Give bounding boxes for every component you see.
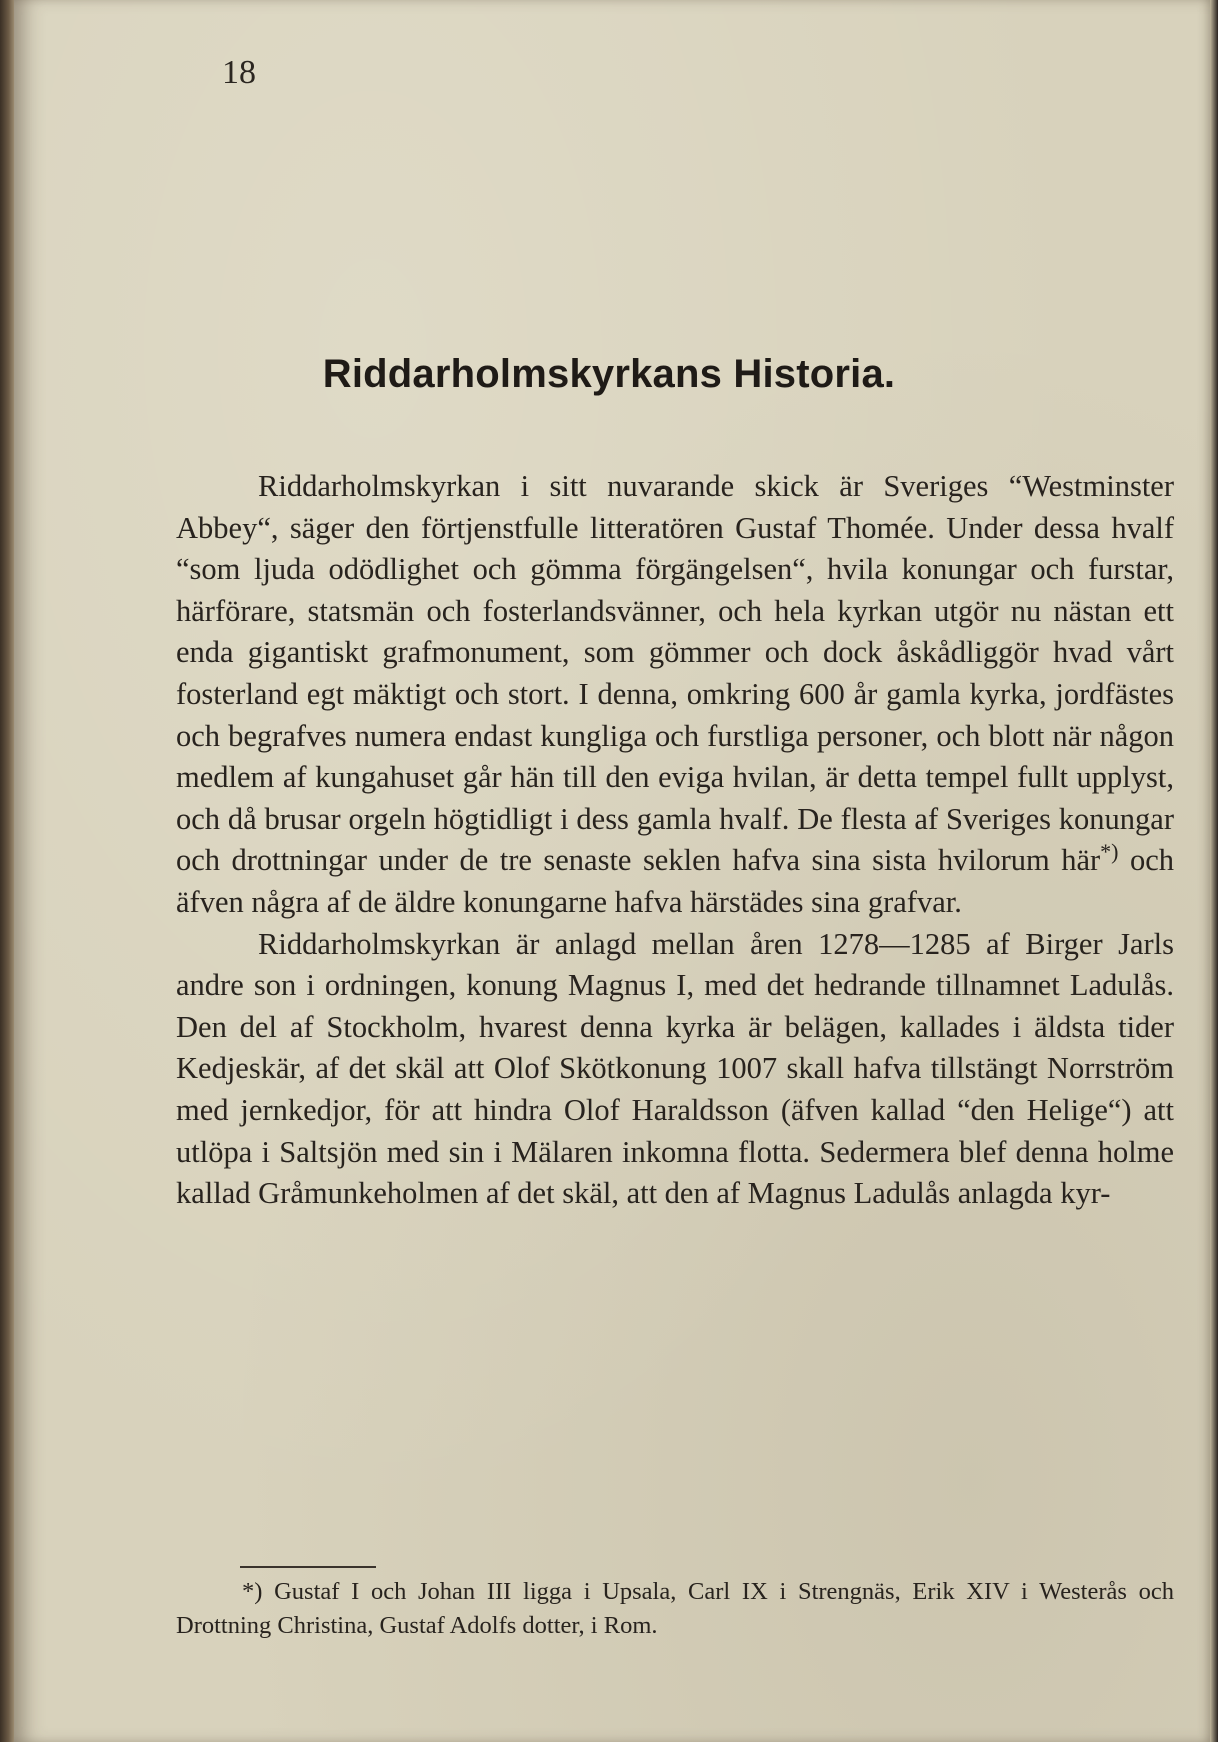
paragraph-2: Riddarholmskyrkan är anlagd mellan åren 1278—1285 af Birger Jarls andre son i ordningen, konung Magnus I, med det hedrande tillnamnet Ladulås. Den del af Stockholm, hvarest denna kyrka är belägen, kallades i äldsta tider Kedjeskär, af det skäl att Olof Skötkonung 1007 skall hafva tillstängt Norrström med jernkedjor, för att hindra Olof Haraldsson (äfven kallad “den Helige“) att utlöpa i Saltsjön med sin i Mälaren inkomna flotta. Sedermera blef denna holme kallad Gråmunkeholmen af det skäl, att den af Magnus Ladulås anlagda kyr- bbox=[176, 926, 1174, 1211]
paragraph-1 bbox=[176, 466, 1174, 924]
chapter-heading: Riddarholmskyrkans Historia. bbox=[322, 352, 896, 396]
body-text bbox=[176, 466, 1174, 1215]
page-edge bbox=[1210, 0, 1218, 1742]
footnote-marker: *) bbox=[1100, 839, 1119, 865]
paragraph-1-text-continued: och äfven några af de äldre konungarne hafva härstädes sina grafvar. bbox=[176, 843, 1174, 919]
paragraph-1-text: Riddarholmskyrkan i sitt nuvarande skick är Sveriges “Westminster Abbey“, säger den förtjenstfulle litteratören Gustaf Thomée. Under dessa hvalf “som ljuda odödlighet och gömma förgängelsen“, hvila konungar och furstar, härförare, statsmän och fosterlandsvänner, och hela kyrkan utgör nu nästan ett enda gigantiskt grafmonument, som gömmer och dock åskådliggör hvad vårt fosterland egt mäktigt och stort. I denna, omkring 600 år gamla kyrka, jordfästes och begrafves numera endast kungliga och furstliga personer, och blott när någon medlem af kungahuset går hän till den eviga hvilan, är detta tempel fullt upplyst, och då brusar orgeln högtidligt i dess gamla hvalf. De flesta af Sveriges konungar och drottningar under de tre senaste seklen hafva sina sista hvilorum här bbox=[176, 469, 1174, 878]
page-number: 18 bbox=[222, 54, 256, 91]
footnote-divider bbox=[240, 1566, 376, 1568]
footnote: *) Gustaf I och Johan III ligga i Upsala, Carl IX i Strengnäs, Erik XIV i Westerås och Drottning Christina, Gustaf Adolfs dotter, i Rom. bbox=[176, 1578, 1174, 1639]
book-spine-shadow bbox=[0, 0, 14, 1742]
